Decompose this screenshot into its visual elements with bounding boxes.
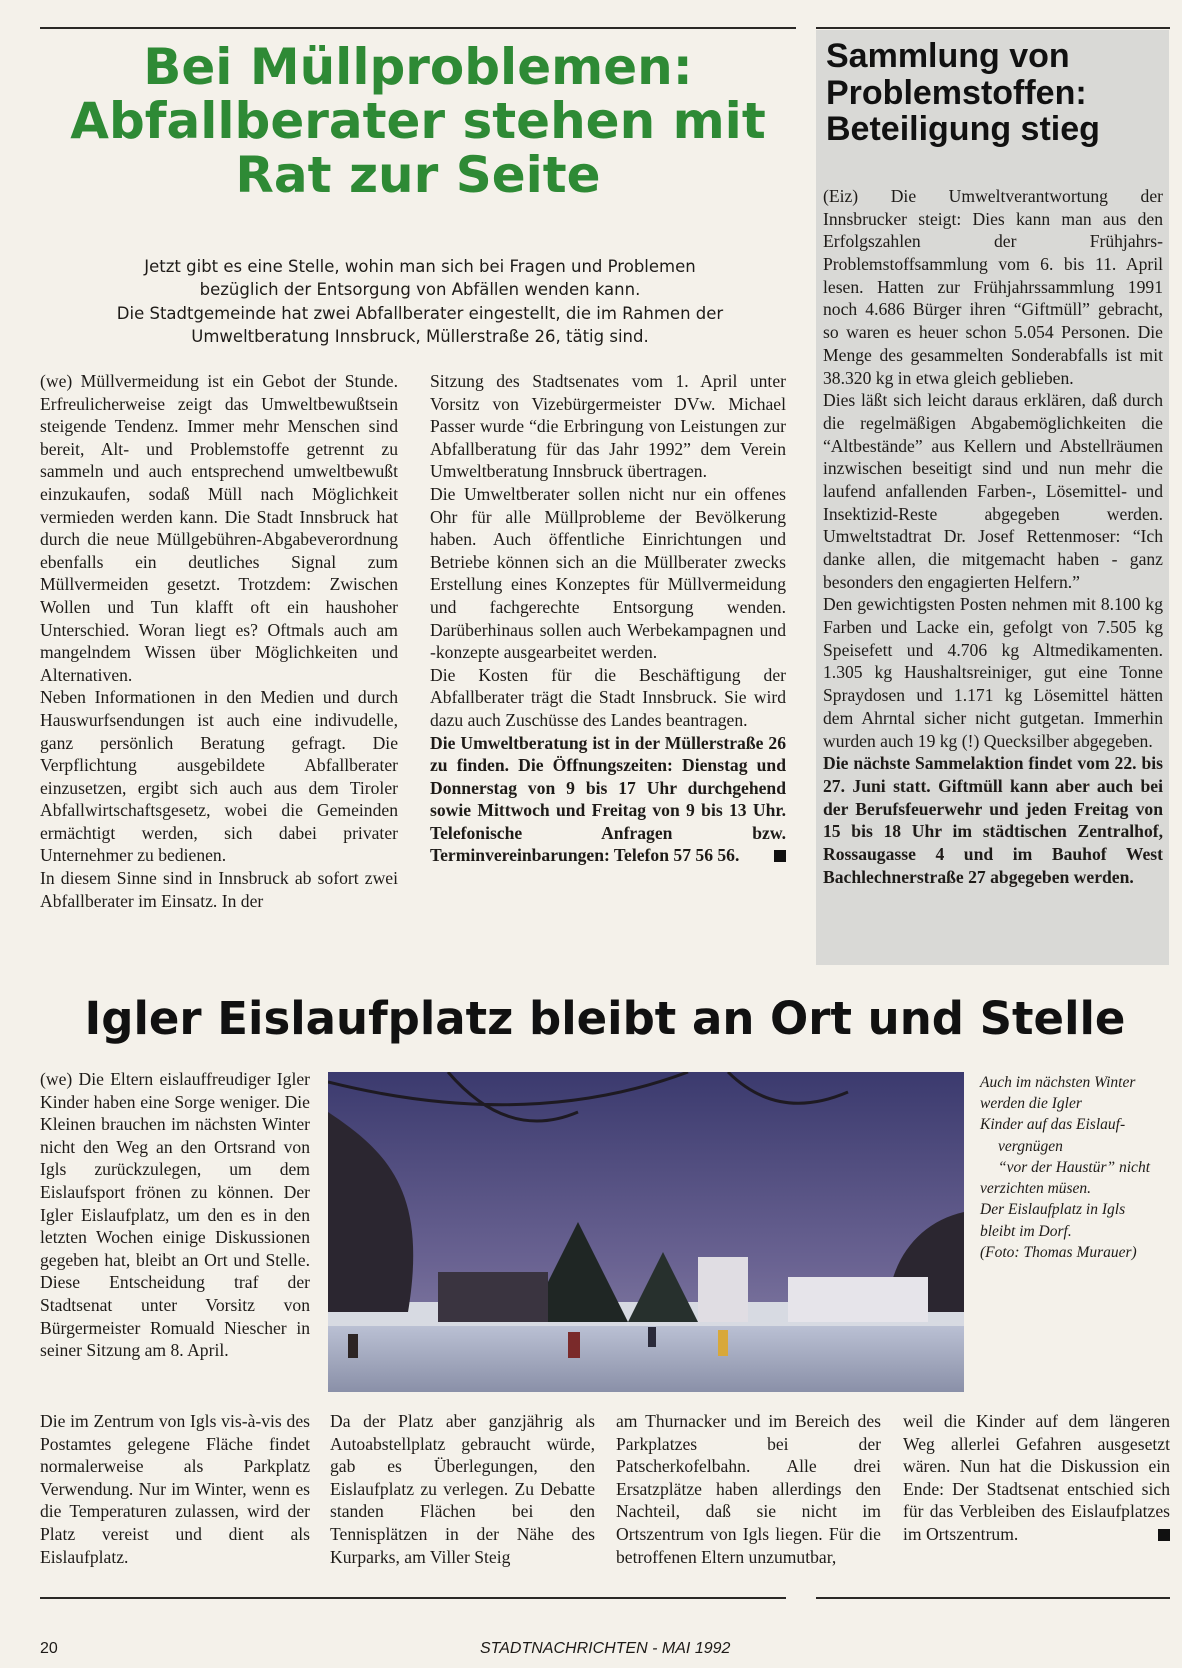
main-headline: Bei Müllproblemen: Abfallberater stehen mit Rat zur Seite [70,38,766,204]
sidebar-notice: Die nächste Sammelaktion findet vom 22. bis 27. Juni statt. Giftmüll kann aber auch bei der Berufsfeuerwehr und jeden Freitag von 15 bis 18 Uhr im städtischen Zentralhof, Rossaugasse 4 und im Bauhof West Bachlechnerstraße 27 abgegeben werden. [823,753,1163,887]
contact-info [430,732,786,868]
second-headline: Igler Eislaufplatz bleibt an Ort und Stelle [84,992,1126,1045]
paragraph: In diesem Sinne sind in Innsbruck ab sofort zwei Abfallberater im Einsatz. In der [40,868,398,911]
paragraph: Sitzung des Stadtsenates vom 1. April unter Vorsitz von Vizebürgermeister DVw. Michael Passer wurde “die Erbringung von Leistungen zur Abfallberatung für das Jahr 1992” dem Verein Umweltberatung Innsbruck übertragen. [430,371,786,482]
sidebar-title: Sammlung von Problemstoffen: Beteiligung stieg [826,37,1100,149]
caption-line: Der Eislaufplatz in Igls [980,1201,1126,1219]
second-article-column-a [40,1410,310,1568]
contact-info-text: Die Umweltberatung ist in der Müllerstraße 26 zu finden. Die Öffnungszeiten: Dienstag und Donnerstag von 9 bis 17 Uhr durchgehend sowie Mittwoch und Freitag von 9 bis 13 Uhr. Telefonische Anfragen bzw. Terminvereinbarungen: Telefon 57 56 56. [430,732,786,866]
caption-line: vergnügen [998,1137,1063,1155]
second-article-column-b [330,1410,595,1568]
paragraph: Die Umweltberater sollen nicht nur ein offenes Ohr für alle Müllprobleme der Bevölkerung haben. Auch öffentliche Einrichtungen und Betriebe können sich an die Müllberater zwecks Erstellung eines Konzeptes für Müllvermeidung und fachgerechte Entsorgung wenden. Darüberhinaus sollen auch Werbekampagnen und -konzepte ausgearbeitet werden. [430,483,786,663]
paragraph: Die im Zentrum von Igls vis-à-vis des Postamtes gelegene Fläche findet normalerweise als Parkplatz Verwendung. Nur im Winter, wenn es die Temperaturen zulassen, wird der Platz vereist und dient als Eislaufplatz. [40,1411,310,1567]
end-mark-icon [1158,1529,1170,1541]
caption-line: bleibt im Dorf. [980,1222,1072,1240]
paragraph: Die Kosten für die Beschäftigung der Abfallberater trägt die Stadt Innsbruck. Sie wird dazu auch Zuschüsse des Landes beantragen. [430,664,786,730]
lead-line: Umweltberatung Innsbruck, Müllerstraße 26, tätig sind. [191,327,649,347]
lead-line: Jetzt gibt es eine Stelle, wohin man sich bei Fragen und Problemen [144,257,696,276]
bottom-rule-right [816,1597,1170,1599]
lead-line: Die Stadtgemeinde hat zwei Abfallberater eingestellt, die im Rahmen der [116,303,724,323]
end-mark-icon [774,850,786,862]
top-rule-left [40,27,796,29]
ice-rink-photo-image [328,1072,964,1392]
second-article-column-d [903,1410,1170,1546]
paragraph: (we) Die Eltern eislauffreudiger Igler Kinder haben eine Sorge weniger. Die Kleinen brauchen im nächsten Winter nicht den Weg an den Ortsrand von Igls zurückzulegen, um dem Eislaufsport frönen zu können. Der Igler Eislaufplatz, um den es in den letzten Wochen einige Diskussionen gegeben hat, bleibt an Ort und Stelle. Diese Entscheidung traf der Stadtsenat unter Vorsitz von Bürgermeister Romuald Niescher in seiner Sitzung am 8. April. [40,1069,310,1361]
main-article-column-1 [40,370,398,912]
caption-line: (Foto: Thomas Murauer) [980,1243,1137,1261]
ice-rink-photo [328,1072,964,1392]
main-article-column-2 [430,370,786,867]
paragraph: (Eiz) Die Umweltverantwortung der Innsbrucker steigt: Dies kann man aus den Erfolgszahlen der Frühjahrs-Problemstoffsammlung vom 6. bis 11. April lesen. Hatten zur Frühjahrssammlung 1991 noch 4.686 Bürger ihren “Giftmüll” gebracht, so waren es heuer schon 5.054 Personen. Die Menge des gesammelten Sonderabfalls ist mit 38.320 kg in etwa gleich geblieben. [823,186,1163,388]
paragraph: (we) Müllvermeidung ist ein Gebot der Stunde. Erfreulicherweise zeigt das Umweltbewußtsein steigende Tendenz. Immer mehr Menschen sind bereit, Alt- und Problemstoffe getrennt zu sammeln und auch entsprechend umweltbewußt einzukaufen, sodaß Müll nach Möglichkeit vermieden werden kann. Die Stadt Innsbruck hat durch die neue Müllgebühren-Abgabeverordnung ebenfalls ein deutliches Signal zum Müllvermeiden gesetzt. Trotzdem: Zwischen Wollen und Tun klafft oft ein haushoher Unterschied. Woran liegt es? Oftmals auch am mangelndem Wissen über Möglichkeiten und Alternativen. [40,371,398,685]
caption-line: “vor der Haustür” nicht [998,1158,1150,1176]
paragraph: Da der Platz aber ganzjährig als Autoabstellplatz gebraucht würde, gab es Überlegungen, den Eislaufplatz zu verlegen. Zu Debatte standen Flächen bei den Tennisplätzen in der Nähe des Kurparks, am Viller Steig [330,1411,595,1567]
second-article-intro [40,1068,310,1362]
sidebar-body [823,185,1163,888]
photo-caption [980,1072,1170,1263]
publication-name: STADTNACHRICHTEN - MAI 1992 [480,1640,731,1657]
main-lead [60,255,780,349]
paragraph [903,1410,1170,1546]
lead-line: bezüglich der Entsorgung von Abfällen wenden kann. [199,280,641,300]
second-article-column-c [616,1410,881,1568]
paragraph: Den gewichtigsten Posten nehmen mit 8.100 kg Farben und Lacke ein, gefolgt von 7.505 kg Speisefett und 4.706 kg Altmedikamenten. 1.305 kg Haushaltsreiniger, gut eine Tonne Spraydosen und 1.171 kg Lösemittel hätten dem Ahrntal sicher nicht gutgetan. Immerhin wurden auch 19 kg (!) Quecksilber abgegeben. [823,594,1163,751]
caption-line: werden die Igler [980,1095,1082,1113]
caption-line: verzichten müsen. [980,1180,1092,1198]
paragraph-text: weil die Kinder auf dem längeren Weg allerlei Gefahren ausgesetzt wären. Nun hat die Diskussion ein Ende: Der Stadtsenat entschied sich für das Verbleiben des Eislaufplatzes im Ortszentrum. [903,1411,1170,1544]
paragraph: am Thurnacker und im Bereich des Parkplatzes bei der Patscherkofelbahn. Alle drei Ersatzplätze haben allerdings den Nachteil, daß sie nicht im Ortszentrum von Igls liegen. Für die betroffenen Eltern unzumutbar, [616,1411,881,1567]
paragraph: Neben Informationen in den Medien und durch Hauswurfsendungen ist auch eine indivudelle, ganz persönlich Beratung gefragt. Die Verpflichtung ausgebildete Abfallberater einzusetzen, ergibt sich auch aus dem Tiroler Abfallwirtschaftsgesetz, wobei die Gemeinden ermächtigt werden, sich dabei privater Unternehmer zu bedienen. [40,687,398,866]
top-rule-right [816,27,1170,29]
paragraph: Dies läßt sich leicht daraus erklären, daß durch die regelmäßigen Abgabemöglichkeiten die “Altbestände” aus Kellern und Abstellräumen inzwischen beseitigt sind und nun mehr die laufend anfallenden Farben-, Lösemittel- und Insektizid-Reste abgegeben werden. Umweltstadtrat Dr. Josef Rettenmoser: “Ich danke allen, die mitgemacht haben - ganz besonders den engagierten Helfern.” [823,390,1163,592]
caption-line: Auch im nächsten Winter [980,1074,1136,1091]
caption-line: Kinder auf das Eislauf- [980,1116,1126,1134]
bottom-rule-left [40,1597,786,1599]
page-number: 20 [40,1640,58,1657]
